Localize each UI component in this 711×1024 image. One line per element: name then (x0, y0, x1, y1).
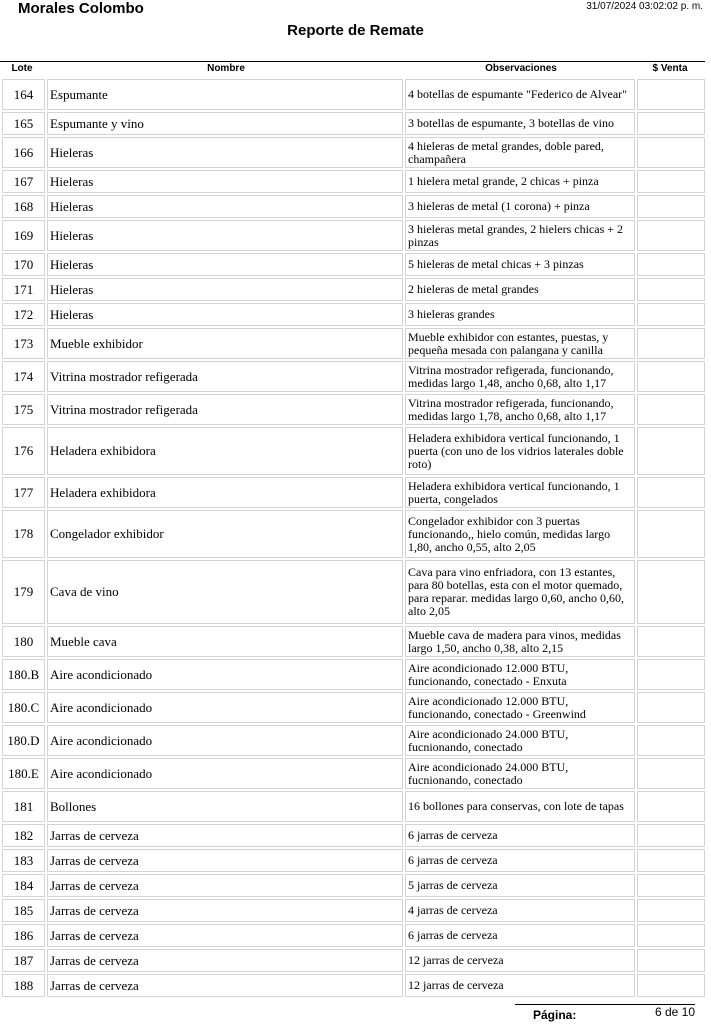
observaciones-cell: 16 bollones para conservas, con lote de tapas (405, 791, 635, 822)
lote-cell: 170 (2, 253, 45, 276)
nombre-cell: Hieleras (47, 303, 403, 326)
observaciones-cell: Aire acondicionado 24.000 BTU, fucnionando, conectado (405, 758, 635, 789)
nombre-cell: Mueble exhibidor (47, 328, 403, 359)
observaciones-cell: 5 jarras de cerveza (405, 874, 635, 897)
observaciones-cell: 5 hieleras de metal chicas + 3 pinzas (405, 253, 635, 276)
lote-cell: 164 (2, 79, 45, 110)
table-row (2, 692, 705, 723)
nombre-cell: Jarras de cerveza (47, 949, 403, 972)
lote-cell: 186 (2, 924, 45, 947)
observaciones-cell: 6 jarras de cerveza (405, 849, 635, 872)
venta-cell (637, 659, 705, 690)
venta-cell (637, 692, 705, 723)
venta-cell (637, 278, 705, 301)
lote-cell: 167 (2, 170, 45, 193)
observaciones-cell: 1 hielera metal grande, 2 chicas + pinza (405, 170, 635, 193)
venta-cell (637, 220, 705, 251)
observaciones-cell: Aire acondicionado 12.000 BTU, funcionando, conectado - Enxuta (405, 659, 635, 690)
nombre-cell: Jarras de cerveza (47, 899, 403, 922)
nombre-cell: Vitrina mostrador refigerada (47, 361, 403, 392)
lots-table (0, 77, 707, 999)
nombre-cell: Cava de vino (47, 560, 403, 624)
report-datetime: 31/07/2024 03:02:02 p. m. (586, 1, 703, 12)
lote-cell: 180.C (2, 692, 45, 723)
observaciones-cell: 3 botellas de espumante, 3 botellas de vino (405, 112, 635, 135)
lote-cell: 168 (2, 195, 45, 218)
table-row (2, 924, 705, 947)
venta-cell (637, 79, 705, 110)
lote-cell: 174 (2, 361, 45, 392)
lote-cell: 166 (2, 137, 45, 168)
venta-cell (637, 112, 705, 135)
company-name: Morales Colombo (18, 0, 144, 17)
nombre-cell: Jarras de cerveza (47, 849, 403, 872)
venta-cell (637, 477, 705, 508)
venta-cell (637, 924, 705, 947)
nombre-cell: Espumante y vino (47, 112, 403, 135)
lote-cell: 176 (2, 427, 45, 475)
lote-cell: 172 (2, 303, 45, 326)
observaciones-cell: Congelador exhibidor con 3 puertas funcionando,, hielo común, medidas largo 1,80, ancho 0,55, alto 2,05 (405, 510, 635, 558)
nombre-cell: Mueble cava (47, 626, 403, 657)
lote-cell: 182 (2, 824, 45, 847)
observaciones-cell: Aire acondicionado 24.000 BTU, fucnionando, conectado (405, 725, 635, 756)
table-row (2, 626, 705, 657)
lote-cell: 179 (2, 560, 45, 624)
venta-cell (637, 824, 705, 847)
lote-cell: 180.B (2, 659, 45, 690)
observaciones-cell: Vitrina mostrador refigerada, funcionando, medidas largo 1,78, ancho 0,68, alto 1,17 (405, 394, 635, 425)
table-row (2, 659, 705, 690)
nombre-cell: Espumante (47, 79, 403, 110)
nombre-cell: Hieleras (47, 278, 403, 301)
observaciones-cell: 3 hieleras de metal (1 corona) + pinza (405, 195, 635, 218)
venta-cell (637, 303, 705, 326)
table-row (2, 394, 705, 425)
nombre-cell: Hieleras (47, 170, 403, 193)
table-row (2, 427, 705, 475)
table-row (2, 303, 705, 326)
lote-cell: 177 (2, 477, 45, 508)
lote-cell: 165 (2, 112, 45, 135)
venta-cell (637, 974, 705, 997)
observaciones-cell: Vitrina mostrador refigerada, funcionando, medidas largo 1,48, ancho 0,68, alto 1,17 (405, 361, 635, 392)
nombre-cell: Aire acondicionado (47, 659, 403, 690)
column-header-lote: Lote (11, 63, 33, 74)
observaciones-cell: 12 jarras de cerveza (405, 949, 635, 972)
observaciones-cell: 6 jarras de cerveza (405, 924, 635, 947)
lote-cell: 188 (2, 974, 45, 997)
table-row (2, 137, 705, 168)
nombre-cell: Jarras de cerveza (47, 874, 403, 897)
lote-cell: 173 (2, 328, 45, 359)
table-row (2, 195, 705, 218)
observaciones-cell: 3 hieleras metal grandes, 2 hielers chicas + 2 pinzas (405, 220, 635, 251)
table-row (2, 253, 705, 276)
observaciones-cell: 4 jarras de cerveza (405, 899, 635, 922)
nombre-cell: Bollones (47, 791, 403, 822)
table-row (2, 758, 705, 789)
nombre-cell: Hieleras (47, 195, 403, 218)
lote-cell: 175 (2, 394, 45, 425)
lote-cell: 180 (2, 626, 45, 657)
venta-cell (637, 899, 705, 922)
venta-cell (637, 170, 705, 193)
nombre-cell: Jarras de cerveza (47, 824, 403, 847)
table-row (2, 328, 705, 359)
table-row (2, 725, 705, 756)
observaciones-cell: 3 hieleras grandes (405, 303, 635, 326)
venta-cell (637, 137, 705, 168)
table-row (2, 974, 705, 997)
page-number: 6 de 10 (654, 1005, 695, 1019)
table-row (2, 112, 705, 135)
venta-cell (637, 626, 705, 657)
observaciones-cell: 4 botellas de espumante "Federico de Alvear" (405, 79, 635, 110)
venta-cell (637, 427, 705, 475)
venta-cell (637, 874, 705, 897)
nombre-cell: Jarras de cerveza (47, 924, 403, 947)
table-row (2, 278, 705, 301)
nombre-cell: Hieleras (47, 220, 403, 251)
lote-cell: 181 (2, 791, 45, 822)
lote-cell: 169 (2, 220, 45, 251)
table-row (2, 510, 705, 558)
lote-cell: 180.D (2, 725, 45, 756)
venta-cell (637, 328, 705, 359)
venta-cell (637, 394, 705, 425)
nombre-cell: Hieleras (47, 253, 403, 276)
venta-cell (637, 361, 705, 392)
lote-cell: 180.E (2, 758, 45, 789)
observaciones-cell: Heladera exhibidora vertical funcionando, 1 puerta, congelados (405, 477, 635, 508)
table-row (2, 899, 705, 922)
observaciones-cell: Cava para vino enfriadora, con 13 estantes, para 80 botellas, esta con el motor quemado, para reparar. medidas largo 0,60, ancho 0,60, alto 2,05 (405, 560, 635, 624)
venta-cell (637, 849, 705, 872)
lote-cell: 187 (2, 949, 45, 972)
observaciones-cell: 2 hieleras de metal grandes (405, 278, 635, 301)
lote-cell: 171 (2, 278, 45, 301)
venta-cell (637, 725, 705, 756)
nombre-cell: Aire acondicionado (47, 758, 403, 789)
nombre-cell: Heladera exhibidora (47, 477, 403, 508)
nombre-cell: Jarras de cerveza (47, 974, 403, 997)
table-row (2, 824, 705, 847)
table-row (2, 361, 705, 392)
table-row (2, 949, 705, 972)
lote-cell: 184 (2, 874, 45, 897)
report-title: Reporte de Remate (287, 22, 424, 39)
lote-cell: 183 (2, 849, 45, 872)
column-header-nombre: Nombre (207, 63, 245, 74)
venta-cell (637, 949, 705, 972)
observaciones-cell: 4 hieleras de metal grandes, doble pared, champañera (405, 137, 635, 168)
venta-cell (637, 510, 705, 558)
observaciones-cell: Mueble cava de madera para vinos, medidas largo 1,50, ancho 0,38, alto 2,15 (405, 626, 635, 657)
table-row (2, 560, 705, 624)
table-row (2, 477, 705, 508)
table-row (2, 220, 705, 251)
venta-cell (637, 791, 705, 822)
column-header-observaciones: Observaciones (485, 63, 557, 74)
observaciones-cell: Mueble exhibidor con estantes, puestas, y pequeña mesada con palangana y canilla (405, 328, 635, 359)
venta-cell (637, 195, 705, 218)
page-label: Página: (533, 1008, 577, 1022)
nombre-cell: Hieleras (47, 137, 403, 168)
nombre-cell: Aire acondicionado (47, 692, 403, 723)
observaciones-cell: 6 jarras de cerveza (405, 824, 635, 847)
observaciones-cell: Aire acondicionado 12.000 BTU, funcionando, conectado - Greenwind (405, 692, 635, 723)
nombre-cell: Aire acondicionado (47, 725, 403, 756)
table-row (2, 79, 705, 110)
observaciones-cell: Heladera exhibidora vertical funcionando, 1 puerta (con uno de los vidrios laterales doble roto) (405, 427, 635, 475)
nombre-cell: Vitrina mostrador refigerada (47, 394, 403, 425)
lote-cell: 178 (2, 510, 45, 558)
observaciones-cell: 12 jarras de cerveza (405, 974, 635, 997)
column-header-venta: $ Venta (652, 63, 688, 74)
nombre-cell: Heladera exhibidora (47, 427, 403, 475)
venta-cell (637, 560, 705, 624)
table-row (2, 849, 705, 872)
table-row (2, 791, 705, 822)
table-row (2, 170, 705, 193)
nombre-cell: Congelador exhibidor (47, 510, 403, 558)
table-row (2, 874, 705, 897)
lote-cell: 185 (2, 899, 45, 922)
venta-cell (637, 758, 705, 789)
venta-cell (637, 253, 705, 276)
